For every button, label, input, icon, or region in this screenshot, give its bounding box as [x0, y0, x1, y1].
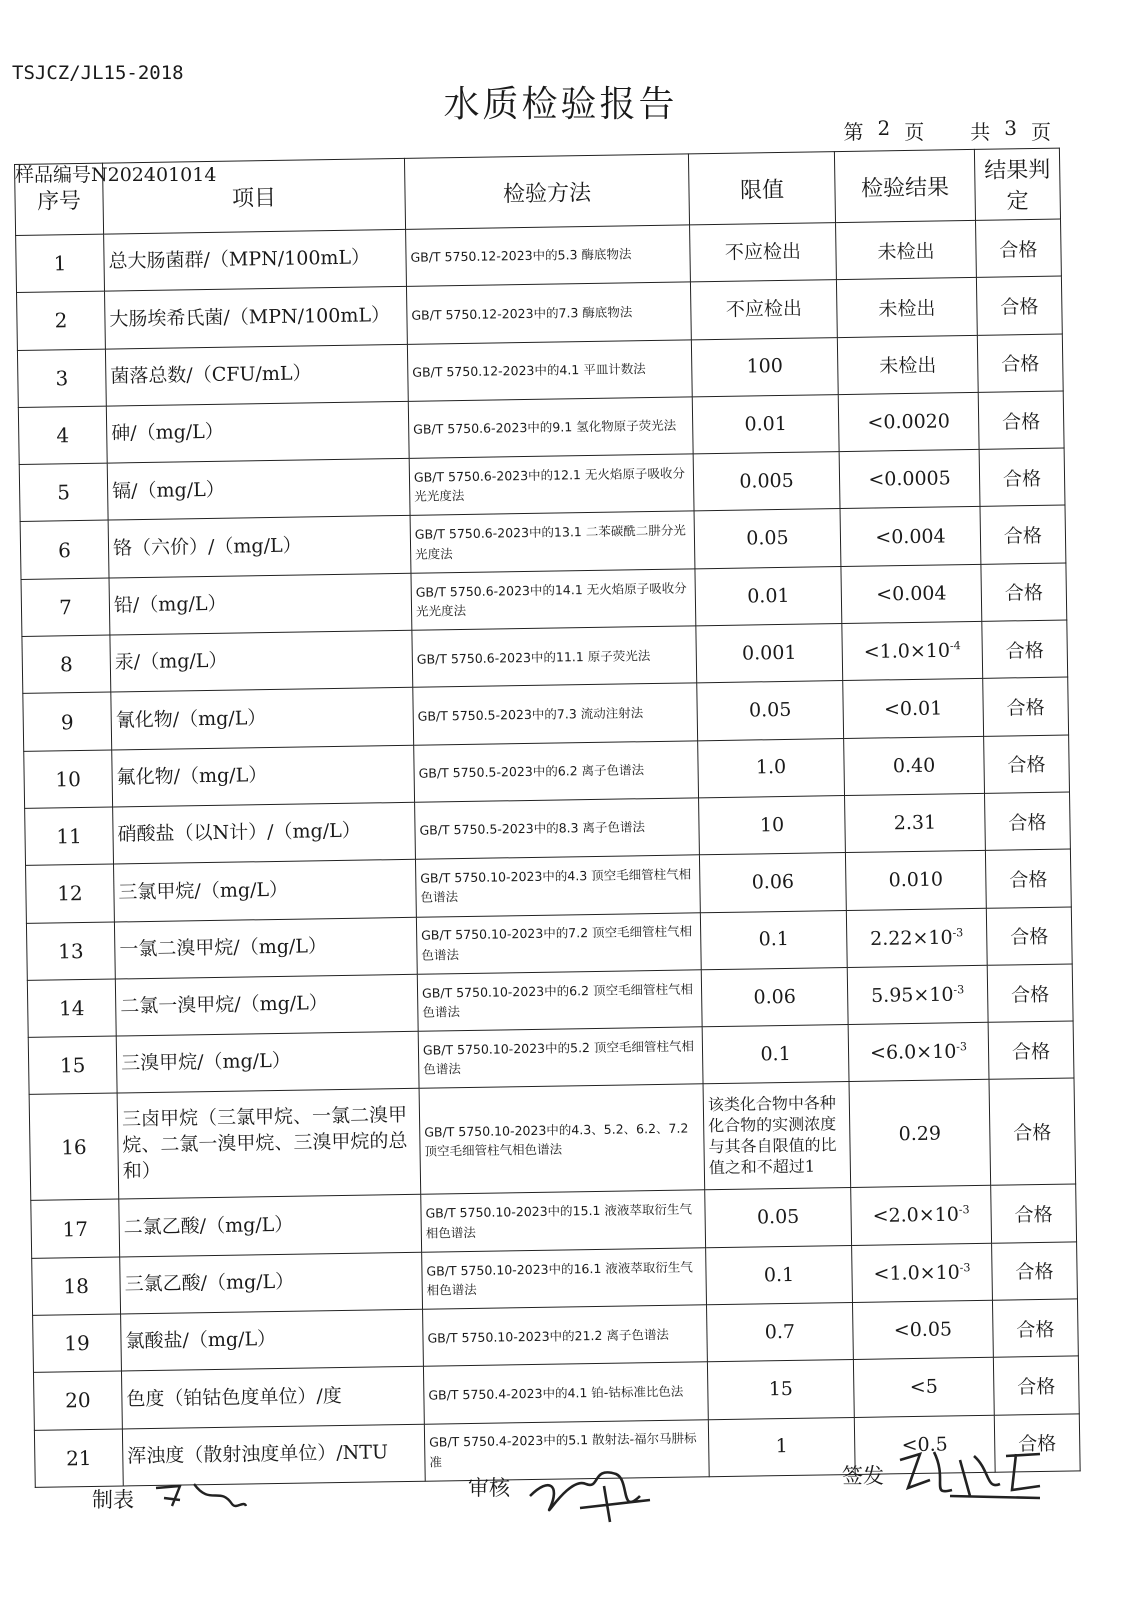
header-item: 项目	[102, 158, 405, 234]
row-item	[115, 974, 418, 1036]
sample-number: 样品编号N202401014	[15, 164, 217, 186]
row-limit	[696, 624, 843, 684]
row-number	[28, 1036, 117, 1095]
row-item-text: 汞/（mg/L）	[114, 650, 228, 674]
row-judgement	[976, 276, 1062, 335]
row-result	[847, 965, 988, 1024]
document-code: TSJCZ/JL15-2018	[12, 62, 184, 84]
row-method-text: GB/T 5750.10-2023中的4.3 顶空毛细管柱气相色谱法	[420, 866, 692, 906]
row-item-text: 二氯一溴甲烷/（mg/L）	[120, 992, 329, 1018]
row-number	[34, 1429, 123, 1488]
row-method	[423, 1305, 708, 1367]
page-unit: 页	[904, 120, 925, 144]
row-method-text: GB/T 5750.5-2023中的7.3 流动注射法	[417, 705, 644, 724]
row-method	[415, 855, 700, 917]
row-method	[423, 1362, 708, 1424]
row-judgement	[989, 1078, 1076, 1185]
row-result-text: <6.0×10	[869, 1040, 957, 1065]
row-judgement	[988, 1021, 1074, 1080]
row-number	[26, 864, 115, 923]
row-number-text: 14	[58, 995, 85, 1021]
row-result	[852, 1300, 993, 1359]
row-number-text: 4	[56, 423, 70, 448]
row-item-text: 铬（六价）/（mg/L）	[112, 534, 302, 560]
row-item	[116, 1031, 419, 1093]
row-item-text: 氟化物/（mg/L）	[116, 764, 268, 789]
row-limit	[690, 280, 837, 340]
row-method	[419, 1084, 705, 1194]
row-method-text: GB/T 5750.6-2023中的9.1 氢化物原子荧光法	[413, 417, 677, 438]
header-judgement: 结果判定	[974, 148, 1060, 220]
row-item	[105, 287, 408, 349]
row-result-text: <0.5	[901, 1433, 948, 1456]
row-method	[415, 798, 700, 860]
row-result-text: 2.22×10	[870, 926, 953, 950]
row-judgement-text: 合格	[1013, 1122, 1052, 1145]
row-limit	[703, 1082, 851, 1190]
row-limit-text: 0.01	[747, 584, 790, 608]
row-item	[112, 745, 415, 807]
row-number-text: 9	[60, 709, 74, 734]
row-method-text: GB/T 5750.10-2023中的6.2 顶空毛细管柱气相色谱法	[421, 981, 694, 1020]
row-method	[406, 225, 691, 287]
row-item	[119, 1195, 422, 1257]
row-item-text: 二氯乙酸/（mg/L）	[123, 1213, 294, 1239]
row-item-text: 一氯二溴甲烷/（mg/L）	[119, 935, 328, 961]
row-limit-text: 0.005	[739, 469, 794, 493]
row-item-text: 三卤甲烷（三氯甲烷、一氯二溴甲烷、二氯一溴甲烷、三溴甲烷的总和）	[121, 1104, 408, 1183]
row-limit	[695, 566, 842, 626]
page-total-prefix: 共	[970, 120, 991, 144]
row-number-text: 18	[63, 1273, 90, 1299]
row-limit	[698, 738, 845, 798]
row-limit	[699, 796, 846, 856]
row-item-text: 镉/（mg/L）	[111, 478, 225, 503]
row-limit	[701, 967, 848, 1027]
row-method	[406, 282, 691, 344]
row-item	[111, 688, 414, 750]
row-result	[838, 392, 979, 451]
row-judgement	[981, 563, 1067, 622]
row-method-text: GB/T 5750.10-2023中的4.3、5.2、6.2、7.2 顶空毛细管柱气相色谱法	[424, 1120, 689, 1159]
row-method	[413, 683, 698, 745]
row-number-text: 20	[65, 1388, 91, 1413]
row-judgement-text: 合格	[1001, 410, 1041, 434]
row-judgement	[985, 792, 1071, 851]
prepared-by-label: 制表	[92, 1488, 134, 1512]
row-limit	[708, 1417, 855, 1477]
row-result	[839, 450, 980, 509]
result-exponent: -3	[956, 1040, 968, 1054]
row-number-text: 2	[54, 308, 68, 333]
results-table	[14, 148, 1081, 1488]
row-number	[17, 291, 106, 350]
row-item-text: 砷/（mg/L）	[111, 420, 225, 445]
row-number-text: 16	[61, 1134, 87, 1160]
row-result	[848, 1022, 989, 1081]
row-judgement-text: 合格	[1000, 295, 1039, 319]
row-method	[412, 626, 697, 688]
row-judgement	[983, 677, 1069, 736]
row-item-text: 硝酸盐（以N计）/（mg/L）	[117, 819, 361, 846]
row-result-text: <0.0020	[867, 410, 951, 434]
row-method-text: GB/T 5750.4-2023中的4.1 铂-钴标准比色法	[428, 1383, 684, 1403]
row-result-text: 未检出	[878, 297, 936, 321]
row-judgement-text: 合格	[1018, 1433, 1057, 1456]
row-number-text: 10	[55, 766, 82, 792]
row-judgement-text: 合格	[1016, 1318, 1055, 1342]
row-item	[121, 1309, 424, 1371]
header-no: 序号	[15, 163, 104, 235]
row-number	[25, 807, 114, 866]
row-number-text: 1	[53, 251, 67, 276]
row-limit-text: 0.01	[744, 412, 788, 436]
row-result	[837, 335, 978, 394]
row-number	[29, 1093, 119, 1200]
row-number	[33, 1371, 122, 1430]
prepared-by-signature	[150, 1476, 250, 1516]
row-item	[121, 1367, 424, 1429]
row-method-text: GB/T 5750.10-2023中的7.2 顶空毛细管柱气相色谱法	[421, 923, 693, 963]
row-item	[104, 229, 407, 291]
row-method-text: GB/T 5750.12-2023中的5.3 酶底物法	[410, 246, 632, 266]
row-limit	[702, 1025, 849, 1085]
row-judgement	[978, 391, 1064, 450]
row-limit	[694, 509, 841, 569]
row-result	[849, 1080, 991, 1188]
row-item-text: 铅/（mg/L）	[113, 592, 227, 617]
row-number	[17, 349, 106, 408]
row-result-text: <0.004	[876, 582, 947, 606]
row-limit-text: 10	[759, 813, 785, 837]
row-item-text: 菌落总数/（CFU/mL）	[110, 362, 312, 388]
row-method-text: GB/T 5750.6-2023中的11.1 原子荧光法	[416, 647, 651, 667]
row-judgement-text: 合格	[1007, 754, 1046, 777]
row-judgement-text: 合格	[1010, 926, 1049, 949]
header-result: 检验结果	[834, 149, 975, 222]
row-result	[836, 220, 977, 279]
row-item-text: 氰化物/（mg/L）	[115, 706, 267, 732]
row-result-text: <0.01	[883, 697, 943, 720]
row-item	[107, 459, 410, 521]
row-judgement-text: 合格	[1004, 582, 1044, 605]
row-limit-text: 1	[775, 1435, 788, 1458]
row-limit	[697, 681, 844, 741]
row-limit-text: 100	[746, 355, 784, 378]
row-result	[851, 1186, 992, 1245]
row-result	[846, 908, 987, 967]
row-method-text: GB/T 5750.6-2023中的13.1 二苯碳酰二肼分光光度法	[414, 522, 686, 562]
row-item-text: 浑浊度（散射浊度单位）/NTU	[127, 1441, 389, 1468]
page-indicator	[844, 116, 1051, 145]
row-method	[409, 454, 694, 516]
row-limit-text: 0.7	[764, 1320, 796, 1344]
row-method-text: GB/T 5750.6-2023中的14.1 无火焰原子吸收分光光度法	[415, 580, 687, 619]
row-number	[23, 692, 112, 751]
row-limit-text: 15	[768, 1378, 794, 1401]
row-result-text: <2.0×10	[872, 1204, 960, 1228]
row-result	[842, 621, 983, 680]
row-item-text: 氯酸盐/（mg/L）	[125, 1328, 277, 1353]
result-exponent: -3	[952, 925, 964, 939]
row-number	[18, 406, 107, 465]
row-method	[417, 970, 702, 1032]
row-item	[114, 860, 417, 922]
row-judgement	[991, 1184, 1077, 1243]
row-number-text: 6	[58, 537, 72, 562]
row-judgement	[976, 219, 1062, 278]
row-result	[840, 507, 981, 566]
row-number-text: 13	[57, 938, 84, 964]
row-method	[418, 1027, 703, 1089]
row-method-text: GB/T 5750.12-2023中的7.3 酶底物法	[411, 304, 633, 323]
row-result-text: <0.004	[875, 525, 946, 549]
row-judgement-text: 合格	[1015, 1261, 1054, 1284]
row-limit	[692, 394, 839, 454]
row-item	[105, 344, 408, 406]
row-method-text: GB/T 5750.10-2023中的16.1 液液萃取衍生气相色谱法	[426, 1258, 693, 1298]
row-judgement-text: 合格	[1017, 1375, 1056, 1399]
reviewed-by-signature	[520, 1456, 660, 1526]
row-judgement-text: 合格	[1009, 868, 1048, 892]
header-limit: 限值	[688, 152, 835, 225]
row-method	[410, 511, 695, 573]
row-number	[20, 521, 109, 580]
row-result-text: <1.0×10	[873, 1261, 960, 1285]
row-result-text: <1.0×10	[863, 639, 951, 664]
row-item-text: 三氯乙酸/（mg/L）	[124, 1270, 295, 1296]
row-result-text: <0.0005	[868, 467, 951, 491]
row-item	[108, 516, 411, 578]
row-result	[844, 736, 985, 795]
report-title: 水质检验报告	[443, 84, 678, 125]
issued-by-signature	[890, 1440, 1050, 1510]
row-result	[843, 679, 984, 738]
row-number-text: 21	[65, 1445, 92, 1471]
row-limit	[700, 910, 847, 970]
row-method-text: GB/T 5750.10-2023中的15.1 液液萃取衍生气相色谱法	[425, 1201, 693, 1241]
row-limit-text: 该类化合物中各种化合物的实测浓度与其各自限值的比值之和不超过1	[707, 1093, 837, 1177]
row-method-text: GB/T 5750.10-2023中的5.2 顶空毛细管柱气相色谱法	[422, 1038, 695, 1077]
row-result-text: <5	[909, 1376, 938, 1399]
reviewed-by-label: 审核	[468, 1476, 510, 1500]
issued-by-label: 签发	[842, 1464, 884, 1488]
row-limit	[705, 1188, 852, 1248]
row-judgement-text: 合格	[1011, 1040, 1051, 1064]
row-method-text: GB/T 5750.6-2023中的12.1 无火焰原子吸收分光光度法	[413, 465, 686, 505]
row-limit-text: 不应检出	[724, 240, 802, 264]
row-method-text: GB/T 5750.5-2023中的6.2 离子色谱法	[418, 762, 645, 781]
row-judgement	[992, 1299, 1078, 1358]
result-exponent: -4	[949, 639, 961, 653]
row-item	[117, 1089, 421, 1200]
row-result-text: 0.010	[888, 868, 944, 892]
row-judgement-text: 合格	[1002, 467, 1042, 491]
row-result-text: 0.29	[898, 1122, 942, 1146]
row-judgement	[987, 964, 1073, 1023]
table-row	[29, 1078, 1076, 1200]
row-number	[33, 1314, 122, 1373]
row-item-text: 三氯甲烷/（mg/L）	[118, 878, 289, 904]
row-method	[411, 569, 696, 631]
row-judgement-text: 合格	[1001, 353, 1040, 376]
row-number	[26, 922, 115, 981]
row-result-text: 0.40	[892, 754, 936, 778]
row-limit-text: 0.1	[760, 1042, 791, 1066]
row-limit-text: 0.001	[741, 641, 797, 665]
row-method	[408, 397, 693, 459]
row-number-text: 3	[55, 365, 69, 391]
row-limit	[690, 223, 837, 283]
row-item-text: 色度（铂钴色度单位）/度	[126, 1384, 342, 1411]
result-exponent: -3	[953, 983, 965, 997]
page-current: 2	[877, 116, 891, 140]
row-result-text: 2.31	[893, 811, 937, 835]
page-total: 3	[1004, 116, 1017, 140]
row-limit-text: 不应检出	[725, 297, 803, 321]
row-result-text: <0.05	[893, 1318, 953, 1342]
row-item	[120, 1252, 423, 1314]
row-method-text: GB/T 5750.5-2023中的8.3 离子色谱法	[419, 819, 646, 839]
row-number-text: 15	[59, 1053, 86, 1078]
row-number-text: 8	[59, 652, 73, 677]
row-limit	[706, 1245, 853, 1305]
row-number-text: 11	[56, 824, 82, 849]
row-judgement	[984, 735, 1070, 794]
row-limit-text: 0.06	[753, 985, 797, 1009]
row-judgement	[982, 620, 1068, 679]
row-method	[407, 339, 692, 401]
row-judgement-text: 合格	[1008, 811, 1047, 835]
row-result	[852, 1243, 993, 1302]
row-result	[836, 278, 977, 337]
page-prefix: 第	[843, 120, 864, 144]
row-limit	[707, 1303, 854, 1363]
row-judgement	[977, 334, 1063, 393]
row-limit-text: 0.06	[751, 870, 795, 894]
row-limit-text: 0.1	[763, 1263, 795, 1286]
row-result	[845, 793, 986, 852]
row-method	[421, 1190, 706, 1252]
row-result	[853, 1358, 994, 1417]
row-limit	[699, 853, 846, 913]
row-number-text: 5	[57, 480, 71, 505]
row-method	[414, 741, 699, 803]
row-method	[416, 912, 701, 974]
row-number-text: 19	[64, 1331, 90, 1356]
row-limit	[693, 452, 840, 512]
row-result-text: 5.95×10	[870, 983, 954, 1007]
row-number	[19, 463, 108, 522]
row-judgement	[985, 849, 1071, 908]
row-number	[31, 1199, 120, 1258]
row-judgement	[980, 506, 1066, 565]
row-method	[422, 1248, 707, 1310]
header-method: 检验方法	[404, 154, 689, 229]
row-judgement-text: 合格	[1006, 696, 1045, 720]
row-judgement-text: 合格	[1014, 1203, 1053, 1227]
row-item	[106, 401, 409, 463]
row-result-text: 未检出	[877, 240, 935, 264]
row-number-text: 12	[57, 881, 83, 906]
table-body	[16, 219, 1081, 1487]
row-method-text: GB/T 5750.10-2023中的21.2 离子色谱法	[427, 1326, 669, 1346]
row-number-text: 17	[62, 1216, 89, 1241]
row-item-text: 大肠埃希氏菌/（MPN/100mL）	[109, 303, 391, 331]
row-limit	[707, 1360, 854, 1420]
row-limit-text: 0.05	[746, 527, 789, 550]
row-item	[109, 573, 412, 635]
row-item-text: 三溴甲烷/（mg/L）	[120, 1050, 291, 1075]
row-judgement-text: 合格	[1003, 525, 1043, 548]
row-number	[32, 1257, 121, 1316]
row-method-text: GB/T 5750.12-2023中的4.1 平皿计数法	[412, 361, 646, 380]
row-judgement-text: 合格	[1005, 639, 1044, 663]
row-judgement	[986, 907, 1072, 966]
result-exponent: -3	[958, 1203, 970, 1217]
row-limit-text: 0.1	[758, 928, 790, 951]
row-number	[16, 234, 105, 293]
row-result	[845, 851, 986, 910]
row-limit-text: 0.05	[756, 1206, 800, 1229]
row-limit	[691, 337, 838, 397]
row-item-text: 总大肠菌群/（MPN/100mL）	[108, 246, 371, 273]
row-item	[114, 917, 417, 979]
row-number	[24, 750, 113, 809]
row-judgement	[992, 1242, 1078, 1301]
row-number	[21, 578, 110, 637]
row-judgement-text: 合格	[1010, 983, 1050, 1006]
row-result	[841, 564, 982, 623]
row-number	[22, 635, 111, 694]
row-method-text: GB/T 5750.4-2023中的5.1 散射法-福尔马肼标准	[429, 1430, 697, 1470]
row-judgement	[993, 1356, 1079, 1415]
row-judgement-text: 合格	[999, 238, 1038, 262]
result-exponent: -3	[959, 1260, 971, 1275]
row-limit-text: 0.05	[748, 699, 792, 722]
row-number-text: 7	[58, 595, 73, 620]
row-item	[113, 802, 416, 864]
page-total-unit: 页	[1031, 120, 1051, 144]
row-judgement	[979, 448, 1065, 507]
row-result-text: 未检出	[879, 354, 937, 378]
row-item	[110, 630, 413, 692]
row-number	[27, 979, 116, 1038]
row-limit-text: 1.0	[755, 756, 787, 779]
